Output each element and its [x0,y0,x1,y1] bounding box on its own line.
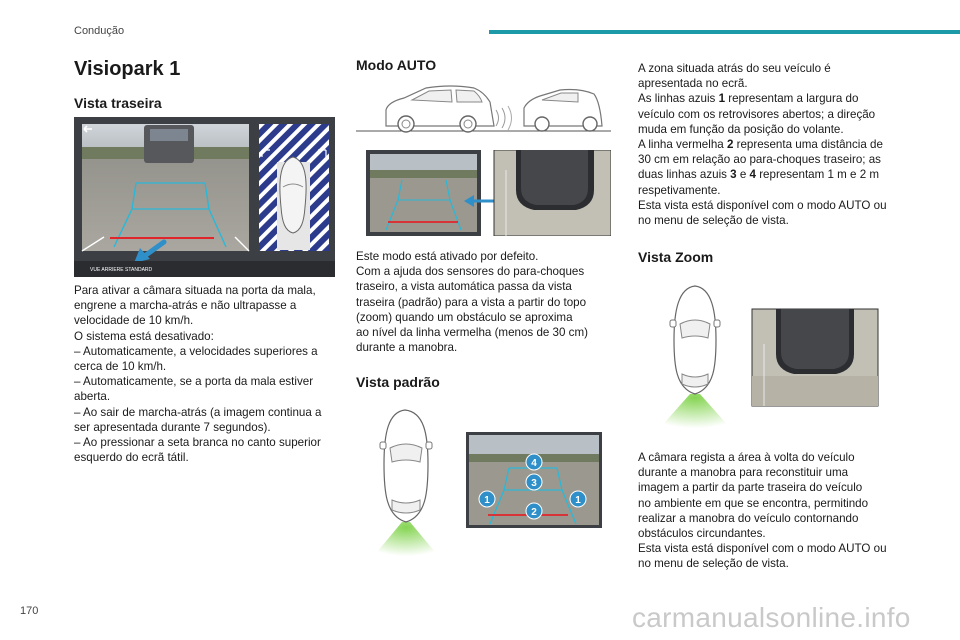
text-line [638,76,918,91]
text-line [638,198,918,213]
text-line [638,137,918,152]
text-segment: As linhas azuis [638,92,719,106]
marker-1-left: 1 [484,495,490,506]
text-segment: muda em função da posição do volante. [638,122,844,136]
zoom-view-text [638,450,923,572]
auto-mode-text [356,249,616,355]
header-accent-bar [489,30,960,34]
zoom-view-diagram [640,284,880,430]
list-item: – Ao sair de marcha-atrás (a imagem continua a ser apresentada durante 7 segundos). [74,405,322,434]
heading-standard-view: Vista padrão [356,374,440,390]
marker-2: 2 [531,507,537,518]
callout-number: 1 [718,92,726,106]
text-line [638,107,918,122]
camera-bar-label: VUE ARRIERE STANDARD [90,267,153,273]
text-segment: representam a largura do [725,92,859,106]
paragraph: O sistema está desativado: [74,329,214,343]
rear-view-text [74,283,344,465]
text-segment: 30 cm em relação ao para-choques traseiro; as [638,153,881,167]
text-segment: representa uma distância de [733,138,883,152]
text-segment: apresentada no ecrã. [638,77,748,91]
text-segment: duas linhas azuis [638,168,731,182]
page-number: 170 [20,605,39,617]
callout-number: 2 [726,138,734,152]
rear-camera-screen [74,117,335,277]
col3-description-text [638,61,918,228]
text-line [638,152,918,167]
section-label: Condução [74,25,125,37]
marker-1-right: 1 [575,495,581,506]
text-line [638,91,918,106]
text-segment: respetivamente. [638,183,721,197]
standard-view-diagram [362,404,602,558]
callout-number: 3 [730,168,737,182]
page-title: Visiopark 1 [74,58,181,80]
paragraph: Este modo está ativado por defeito. Com a ajuda dos sensores do para-choques traseiro, a vista automática passa da vista traseira (padrão) para a vista a partir do topo (zoom) quando um obstáculo se aproxima ao nível da linha vermelha (menos de 30 cm) durante a manobra. [356,250,588,355]
text-segment: e [736,168,750,182]
list-item: – Automaticamente, a velocidades superiores a cerca de 10 km/h. [74,344,318,374]
marker-4: 4 [531,458,537,469]
text-line [638,183,918,198]
heading-zoom-view: Vista Zoom [638,249,714,265]
callout-number: 4 [749,168,756,182]
text-line [638,61,918,76]
marker-3: 3 [531,478,537,489]
text-segment: veículo com os retrovisores abertos; a direção [638,107,876,121]
heading-auto-mode: Modo AUTO [356,57,437,73]
paragraph: Para ativar a câmara situada na porta da mala, engrene a marcha-atrás e não ultrapasse a velocidade de 10 km/h. [74,284,316,328]
text-segment: A linha vermelha [638,138,727,152]
text-segment: no menu de seleção de vista. [638,214,789,228]
text-line [638,122,918,137]
auto-mode-views-diagram [366,150,611,236]
heading-rear-view: Vista traseira [74,95,162,111]
auto-mode-cars-diagram [356,80,611,138]
watermark: carmanualsonline.info [632,602,911,633]
text-line [638,213,918,228]
list-item: – Automaticamente, se a porta da mala estiver aberta. [74,375,314,404]
text-line [638,167,918,182]
text-segment: Esta vista está disponível com o modo AUTO ou [638,198,887,212]
paragraph: A câmara regista a área à volta do veículo durante a manobra para reconstituir uma imagem a partir da parte traseira do veículo no ambiente em que se encontra, permitindo realizar a manobra do veículo contornando obstáculos circundantes. Esta vista está disponível com o modo AUTO ou no menu de seleção de vista. [638,451,887,571]
list-item: – Ao pressionar a seta branca no canto superior esquerdo do ecrã tátil. [74,436,321,465]
text-segment: representam 1 m e 2 m [755,168,880,182]
text-segment: A zona situada atrás do seu veículo é [638,62,831,75]
